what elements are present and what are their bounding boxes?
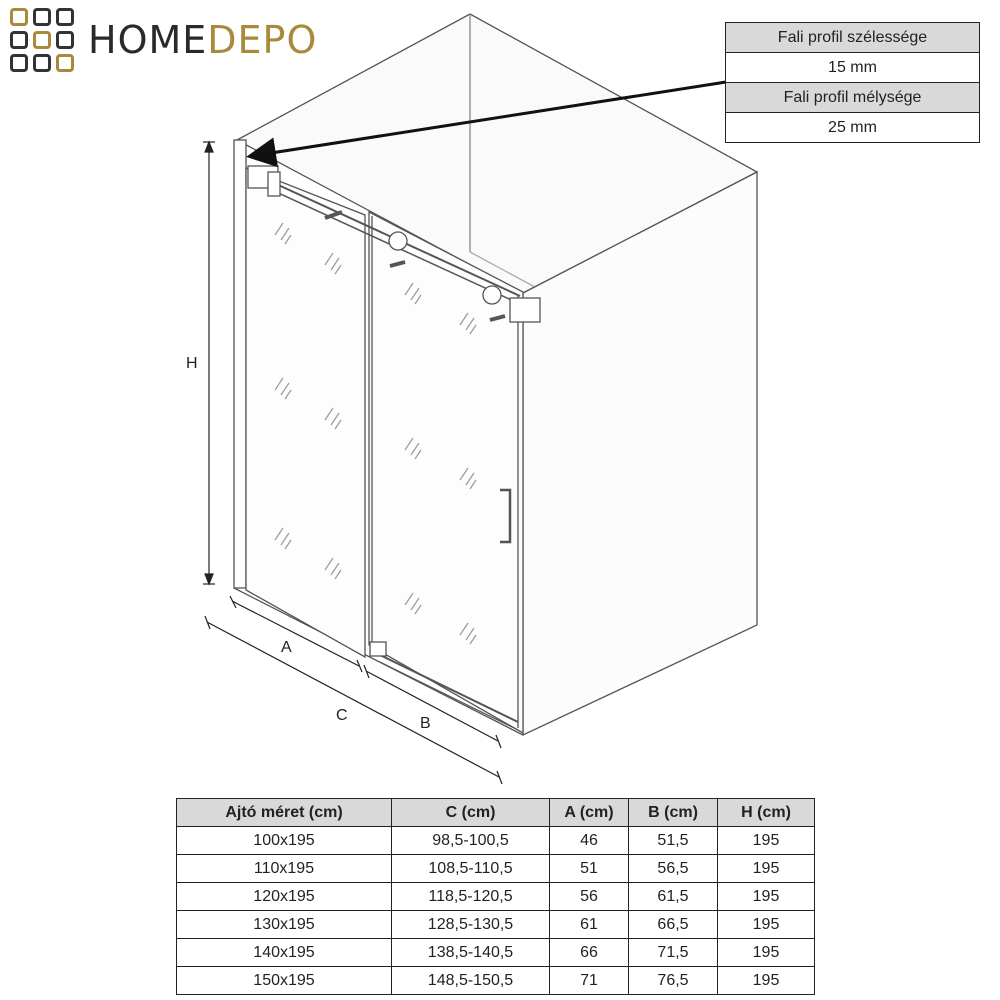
fixed-glass-panel (246, 168, 365, 657)
table-cell: 195 (718, 911, 815, 939)
table-header-row (177, 799, 815, 827)
table-cell: 195 (718, 883, 815, 911)
table-cell: 98,5-100,5 (392, 827, 550, 855)
brand-name: HOMEDEPO (88, 18, 318, 62)
table-cell: 100x195 (177, 827, 392, 855)
table-cell: 195 (718, 967, 815, 995)
size-table (176, 798, 815, 995)
profile-width-value: 15 mm (726, 53, 980, 83)
table-row (177, 911, 815, 939)
table-cell: 51,5 (629, 827, 718, 855)
table-cell: 138,5-140,5 (392, 939, 550, 967)
wall-profile (234, 140, 246, 588)
roller-wheel (389, 232, 407, 250)
table-cell: 130x195 (177, 911, 392, 939)
table-cell: 128,5-130,5 (392, 911, 550, 939)
roller-wheel (483, 286, 501, 304)
profile-depth-label: Fali profil mélysége (726, 83, 980, 113)
table-cell: 148,5-150,5 (392, 967, 550, 995)
table-cell: 66 (550, 939, 629, 967)
table-cell: 56,5 (629, 855, 718, 883)
label-h: H (186, 355, 198, 372)
table-row (177, 827, 815, 855)
table-cell: 61 (550, 911, 629, 939)
table-cell: 120x195 (177, 883, 392, 911)
table-cell: 150x195 (177, 967, 392, 995)
label-c: C (336, 707, 348, 724)
table-row (177, 883, 815, 911)
profile-width-label: Fali profil szélessége (726, 23, 980, 53)
label-b: B (420, 715, 431, 732)
table-cell: 108,5-110,5 (392, 855, 550, 883)
table-row (177, 967, 815, 995)
table-cell: 195 (718, 827, 815, 855)
table-cell: 46 (550, 827, 629, 855)
table-cell: 76,5 (629, 967, 718, 995)
label-a: A (281, 639, 292, 656)
column-header: B (cm) (629, 799, 718, 827)
table-cell: 56 (550, 883, 629, 911)
profile-depth-value: 25 mm (726, 113, 980, 143)
table-cell: 71 (550, 967, 629, 995)
table-cell: 51 (550, 855, 629, 883)
table-cell: 195 (718, 855, 815, 883)
column-header: H (cm) (718, 799, 815, 827)
table-cell: 110x195 (177, 855, 392, 883)
table-row (177, 939, 815, 967)
dimension-h (203, 142, 215, 584)
column-header: C (cm) (392, 799, 550, 827)
table-cell: 118,5-120,5 (392, 883, 550, 911)
table-cell: 71,5 (629, 939, 718, 967)
table-row (177, 855, 815, 883)
table-cell: 66,5 (629, 911, 718, 939)
wall-profile-table (725, 22, 980, 143)
column-header: A (cm) (550, 799, 629, 827)
table-cell: 140x195 (177, 939, 392, 967)
column-header: Ajtó méret (cm) (177, 799, 392, 827)
table-cell: 61,5 (629, 883, 718, 911)
table-cell: 195 (718, 939, 815, 967)
